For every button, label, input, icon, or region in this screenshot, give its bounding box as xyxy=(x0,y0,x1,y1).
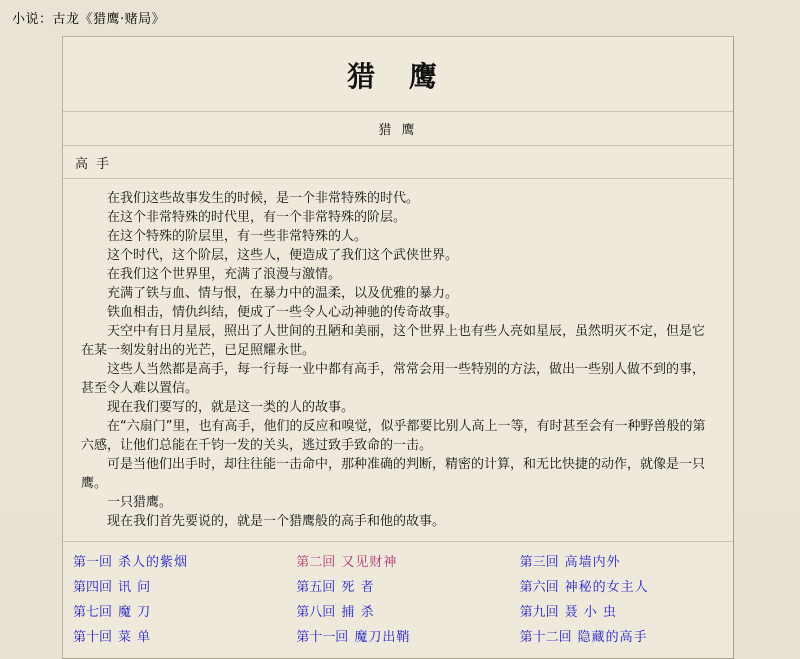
toc-entry-number: 第十一回 xyxy=(296,630,349,645)
table-of-contents xyxy=(63,541,733,652)
body-paragraph: 铁血相击，情仇纠结，便成了一些令人心动神驰的传奇故事。 xyxy=(107,305,459,320)
toc-entry-title: 魔 刀 xyxy=(118,605,152,620)
bottom-spacer xyxy=(63,652,733,658)
toc-entry[interactable] xyxy=(63,626,286,645)
toc-entry[interactable] xyxy=(286,576,509,595)
toc-entry[interactable] xyxy=(63,551,286,570)
toc-entry-title: 讯 问 xyxy=(118,580,152,595)
chapter-heading: 高 手 xyxy=(63,146,733,179)
toc-entry[interactable] xyxy=(510,601,733,620)
toc-entry[interactable] xyxy=(286,626,509,645)
toc-entry-number: 第一回 xyxy=(73,555,113,570)
body-paragraph: 天空中有日月星辰，照出了人世间的丑陋和美丽，这个世界上也有些人亮如星辰，虽然明灭不定，但是它在某一刻发射出的光芒，已足照耀永世。 xyxy=(81,324,706,358)
toc-row xyxy=(63,598,733,623)
toc-entry[interactable] xyxy=(63,576,286,595)
toc-entry-title: 又见财神 xyxy=(341,555,398,570)
body-paragraph: 可是当他们出手时，却往往能一击命中，那种准确的判断，精密的计算，和无比快捷的动作，就像是一只鹰。 xyxy=(81,457,706,491)
body-paragraph: 一只猎鹰。 xyxy=(107,495,173,510)
toc-entry[interactable] xyxy=(286,601,509,620)
toc-entry-title: 捕 杀 xyxy=(341,605,375,620)
toc-entry-number: 第三回 xyxy=(519,555,559,570)
toc-row xyxy=(63,573,733,598)
book-frame xyxy=(62,36,734,659)
toc-entry[interactable] xyxy=(63,601,286,620)
toc-row xyxy=(63,623,733,648)
body-paragraph: 在这个非常特殊的时代里，有一个非常特殊的阶层。 xyxy=(107,210,407,225)
toc-entry-title: 杀人的紫烟 xyxy=(118,555,189,570)
toc-entry-number: 第四回 xyxy=(73,580,113,595)
title-band xyxy=(63,37,733,112)
page-title: 猎 鹰 xyxy=(347,60,449,93)
body-paragraph: 这个时代，这个阶层，这些人，便造成了我们这个武侠世界。 xyxy=(107,248,459,263)
toc-row xyxy=(63,548,733,573)
toc-entry-title: 隐藏的高手 xyxy=(577,630,648,645)
toc-entry[interactable] xyxy=(510,626,733,645)
toc-entry-number: 第十二回 xyxy=(519,630,572,645)
toc-entry-number: 第九回 xyxy=(519,605,559,620)
body-paragraph: 充满了铁与血、情与恨，在暴力中的温柔，以及优雅的暴力。 xyxy=(107,286,459,301)
body-paragraph: 在我们这些故事发生的时候，是一个非常特殊的时代。 xyxy=(107,191,420,206)
toc-entry-title: 高墙内外 xyxy=(564,555,621,570)
toc-entry-title: 死 者 xyxy=(341,580,375,595)
toc-entry-title: 魔刀出鞘 xyxy=(354,630,411,645)
body-paragraph: 在我们这个世界里，充满了浪漫与激情。 xyxy=(107,267,342,282)
breadcrumb: 小说：古龙《猎鹰·赌局》 xyxy=(12,12,166,27)
toc-entry-title: 菜 单 xyxy=(118,630,152,645)
body-paragraph: 在这个特殊的阶层里，有一些非常特殊的人。 xyxy=(107,229,368,244)
toc-entry-title: 聂 小 虫 xyxy=(564,605,617,620)
body-paragraph: 现在我们要写的，就是这一类的人的故事。 xyxy=(107,400,355,415)
toc-entry[interactable] xyxy=(510,551,733,570)
book-subtitle: 猎 鹰 xyxy=(63,112,733,146)
toc-entry-number: 第十回 xyxy=(73,630,113,645)
body-paragraph: 这些人当然都是高手，每一行每一业中都有高手，常常会用一些特别的方法，做出一些别人做不到的事，甚至令人难以置信。 xyxy=(81,362,706,396)
body-paragraph: 现在我们首先要说的，就是一个猎鹰般的高手和他的故事。 xyxy=(107,514,446,529)
toc-entry-number: 第七回 xyxy=(73,605,113,620)
body-text xyxy=(63,179,733,541)
body-paragraph: 在“六扇门”里，也有高手，他们的反应和嗅觉，似乎都要比别人高上一等，有时甚至会有一种野兽般的第六感，让他们总能在千钧一发的关头，逃过致手致命的一击。 xyxy=(81,419,706,453)
toc-entry-number: 第六回 xyxy=(519,580,559,595)
toc-entry[interactable] xyxy=(286,551,509,570)
toc-entry[interactable] xyxy=(510,576,733,595)
toc-entry-title: 神秘的女主人 xyxy=(564,580,649,595)
toc-entry-number: 第八回 xyxy=(296,605,336,620)
toc-entry-number: 第二回 xyxy=(296,555,336,570)
toc-entry-number: 第五回 xyxy=(296,580,336,595)
